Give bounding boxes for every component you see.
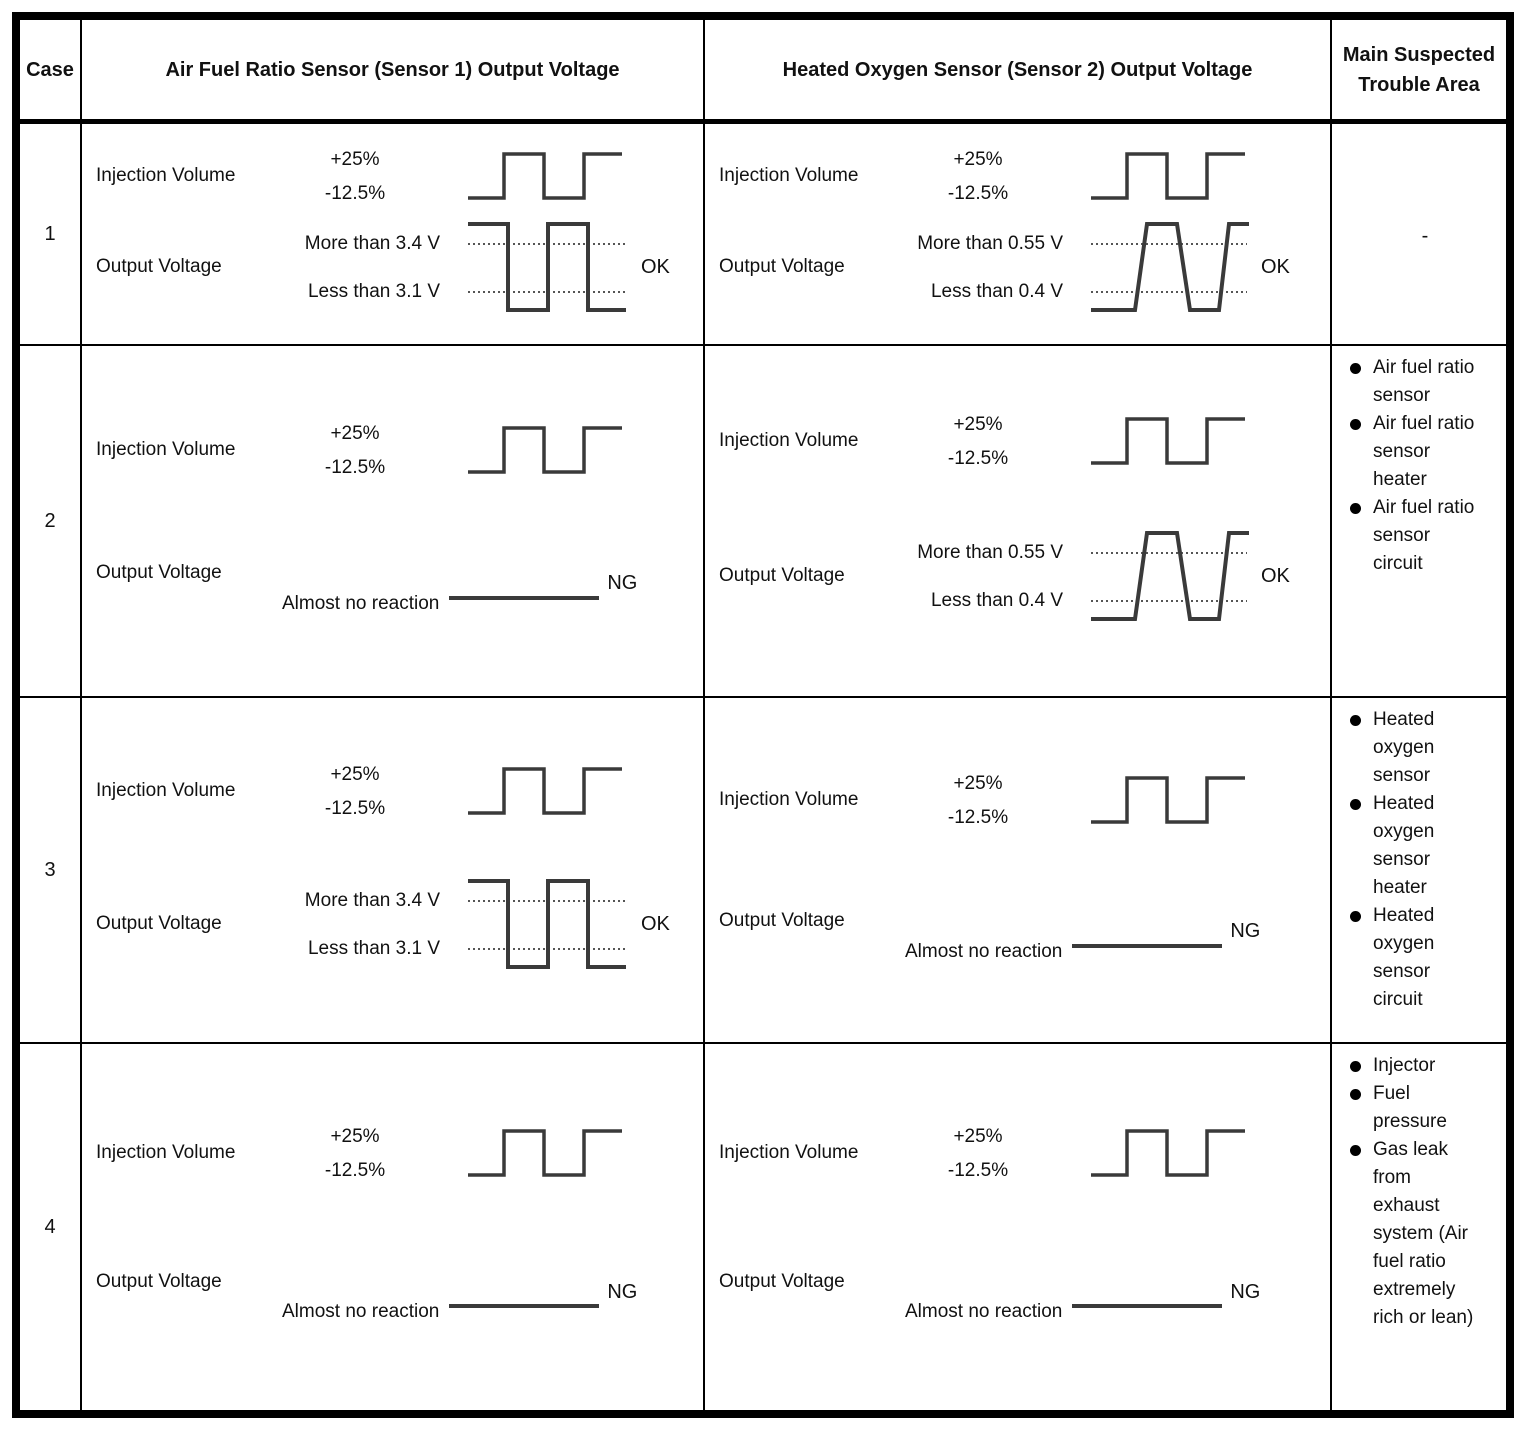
trouble-list-item: Heated oxygen sensor	[1348, 706, 1502, 790]
injection-high-value: +25%	[953, 148, 1003, 170]
injection-volume-label: Injection Volume	[96, 164, 236, 186]
output-voltage-label: Output Voltage	[96, 1270, 222, 1292]
injection-low-value: -12.5%	[324, 182, 386, 204]
injection-low-value: -12.5%	[947, 182, 1009, 204]
result-ng-label: NG	[1230, 920, 1261, 942]
flat-line-waveform	[449, 596, 599, 600]
injection-high-value: +25%	[330, 423, 380, 444]
injection-volume-row	[719, 147, 1326, 205]
case1-sensor2-cell	[705, 124, 1332, 346]
bullet-icon	[1350, 1089, 1361, 1100]
case3-trouble-cell	[1332, 698, 1506, 1044]
output-voltage-row	[96, 876, 699, 972]
output-voltage-row	[719, 219, 1326, 315]
header-sensor1: Air Fuel Ratio Sensor (Sensor 1) Output Voltage	[82, 20, 705, 124]
result-ok-label: OK	[641, 912, 670, 935]
injection-low-value: -12.5%	[324, 798, 386, 819]
trouble-list-item: Air fuel ratio sensor heater	[1348, 410, 1502, 494]
output-square-waveform	[466, 876, 631, 972]
output-slanted-waveform	[1089, 528, 1251, 624]
injection-square-waveform	[466, 424, 624, 476]
flat-line-waveform	[1072, 1304, 1222, 1308]
threshold-upper-label: More than 0.55 V	[917, 542, 1063, 563]
no-reaction-graphic	[891, 1280, 1261, 1324]
threshold-upper-label: More than 3.4 V	[304, 233, 440, 255]
active-test-diagnosis-table	[12, 12, 1514, 1418]
bullet-icon	[1350, 1061, 1361, 1072]
output-voltage-label: Output Voltage	[719, 1270, 845, 1292]
output-voltage-label: Output Voltage	[719, 256, 845, 278]
threshold-lower-label: Less than 0.4 V	[930, 281, 1063, 303]
result-ng-label: NG	[607, 572, 638, 594]
injection-low-value: -12.5%	[324, 457, 386, 478]
no-reaction-label: Almost no reaction	[905, 940, 1063, 962]
result-ng-label: NG	[607, 1280, 638, 1303]
result-ok-label: OK	[641, 255, 670, 278]
injection-square-waveform	[466, 150, 624, 202]
trouble-list-item: Air fuel ratio sensor	[1348, 354, 1502, 410]
case3-sensor1-cell	[82, 698, 705, 1044]
result-ok-label: OK	[1261, 255, 1290, 278]
no-reaction-graphic	[268, 1280, 638, 1324]
injection-low-value: -12.5%	[947, 448, 1009, 469]
threshold-upper-label: More than 3.4 V	[304, 890, 440, 911]
output-voltage-label: Output Voltage	[96, 562, 222, 583]
injection-volume-label: Injection Volume	[96, 439, 236, 460]
bullet-icon	[1350, 1145, 1361, 1156]
case4-sensor1-cell	[82, 1044, 705, 1410]
threshold-lower-label: Less than 3.1 V	[307, 938, 440, 959]
trouble-list-item: Heated oxygen sensor circuit	[1348, 902, 1502, 1014]
injection-volume-row	[719, 771, 1326, 829]
output-slanted-waveform	[1089, 219, 1251, 315]
case4-sensor2-cell	[705, 1044, 1332, 1410]
result-ok-label: OK	[1261, 564, 1290, 587]
injection-volume-label: Injection Volume	[719, 430, 859, 451]
bullet-icon	[1350, 715, 1361, 726]
no-reaction-graphic	[268, 572, 638, 615]
injection-volume-row	[96, 762, 699, 820]
injection-square-waveform	[466, 765, 624, 817]
injection-volume-label: Injection Volume	[719, 164, 859, 186]
injection-volume-row	[96, 421, 699, 479]
trouble-list-item: Fuel pressure	[1348, 1080, 1502, 1136]
injection-high-value: +25%	[953, 773, 1003, 794]
no-reaction-label: Almost no reaction	[905, 1301, 1063, 1323]
injection-volume-label: Injection Volume	[96, 1142, 236, 1164]
trouble-list-item: Gas leak from exhaust system (Air fuel ratio extremely rich or lean)	[1348, 1136, 1502, 1332]
output-voltage-label: Output Voltage	[96, 913, 222, 934]
injection-volume-label: Injection Volume	[719, 789, 859, 810]
output-voltage-label: Output Voltage	[719, 565, 845, 586]
trouble-list-item: Air fuel ratio sensor circuit	[1348, 494, 1502, 578]
injection-high-value: +25%	[330, 1126, 380, 1148]
injection-volume-row	[96, 147, 699, 205]
case-number: 4	[20, 1044, 82, 1410]
output-voltage-row	[719, 1255, 1326, 1324]
threshold-lower-label: Less than 0.4 V	[930, 590, 1063, 611]
header-sensor2: Heated Oxygen Sensor (Sensor 2) Output Voltage	[705, 20, 1332, 124]
trouble-list-item: Injector	[1348, 1052, 1502, 1080]
bullet-icon	[1350, 799, 1361, 810]
case-number: 2	[20, 346, 82, 698]
case2-sensor2-cell	[705, 346, 1332, 698]
injection-square-waveform	[1089, 774, 1247, 826]
output-voltage-label: Output Voltage	[96, 256, 222, 278]
case2-sensor1-cell	[82, 346, 705, 698]
no-reaction-graphic	[891, 920, 1261, 963]
no-trouble-dash: -	[1421, 225, 1429, 247]
case1-sensor1-cell	[82, 124, 705, 346]
injection-square-waveform	[1089, 1127, 1247, 1179]
case1-trouble-cell	[1332, 124, 1506, 346]
bullet-icon	[1350, 363, 1361, 374]
injection-high-value: +25%	[330, 148, 380, 170]
flat-line-waveform	[449, 1304, 599, 1308]
injection-square-waveform	[1089, 150, 1247, 202]
header-trouble-area: Main Suspected Trouble Area	[1332, 20, 1506, 124]
injection-high-value: +25%	[953, 1126, 1003, 1148]
bullet-icon	[1350, 911, 1361, 922]
injection-square-waveform	[466, 1127, 624, 1179]
trouble-list-item: Heated oxygen sensor heater	[1348, 790, 1502, 902]
output-square-waveform	[466, 219, 631, 315]
bullet-icon	[1350, 503, 1361, 514]
injection-low-value: -12.5%	[947, 1160, 1009, 1182]
case3-sensor2-cell	[705, 698, 1332, 1044]
injection-volume-row	[96, 1124, 699, 1182]
output-voltage-row	[96, 546, 699, 615]
injection-low-value: -12.5%	[947, 807, 1009, 828]
output-voltage-row	[96, 219, 699, 315]
injection-volume-row	[719, 1124, 1326, 1182]
no-reaction-label: Almost no reaction	[282, 592, 440, 614]
output-voltage-row	[719, 894, 1326, 963]
case4-trouble-cell	[1332, 1044, 1506, 1410]
injection-high-value: +25%	[953, 414, 1003, 435]
case-number: 3	[20, 698, 82, 1044]
case2-trouble-cell	[1332, 346, 1506, 698]
output-voltage-label: Output Voltage	[719, 910, 845, 931]
result-ng-label: NG	[1230, 1280, 1261, 1303]
injection-volume-label: Injection Volume	[719, 1142, 859, 1164]
header-case: Case	[20, 20, 82, 124]
no-reaction-label: Almost no reaction	[282, 1301, 440, 1323]
injection-volume-label: Injection Volume	[96, 780, 236, 801]
output-voltage-row	[719, 528, 1326, 624]
output-voltage-row	[96, 1255, 699, 1324]
flat-line-waveform	[1072, 944, 1222, 948]
bullet-icon	[1350, 419, 1361, 430]
case-number: 1	[20, 124, 82, 346]
injection-square-waveform	[1089, 415, 1247, 467]
injection-high-value: +25%	[330, 764, 380, 785]
threshold-upper-label: More than 0.55 V	[917, 233, 1063, 255]
injection-low-value: -12.5%	[324, 1160, 386, 1182]
injection-volume-row	[719, 412, 1326, 470]
threshold-lower-label: Less than 3.1 V	[307, 281, 440, 303]
